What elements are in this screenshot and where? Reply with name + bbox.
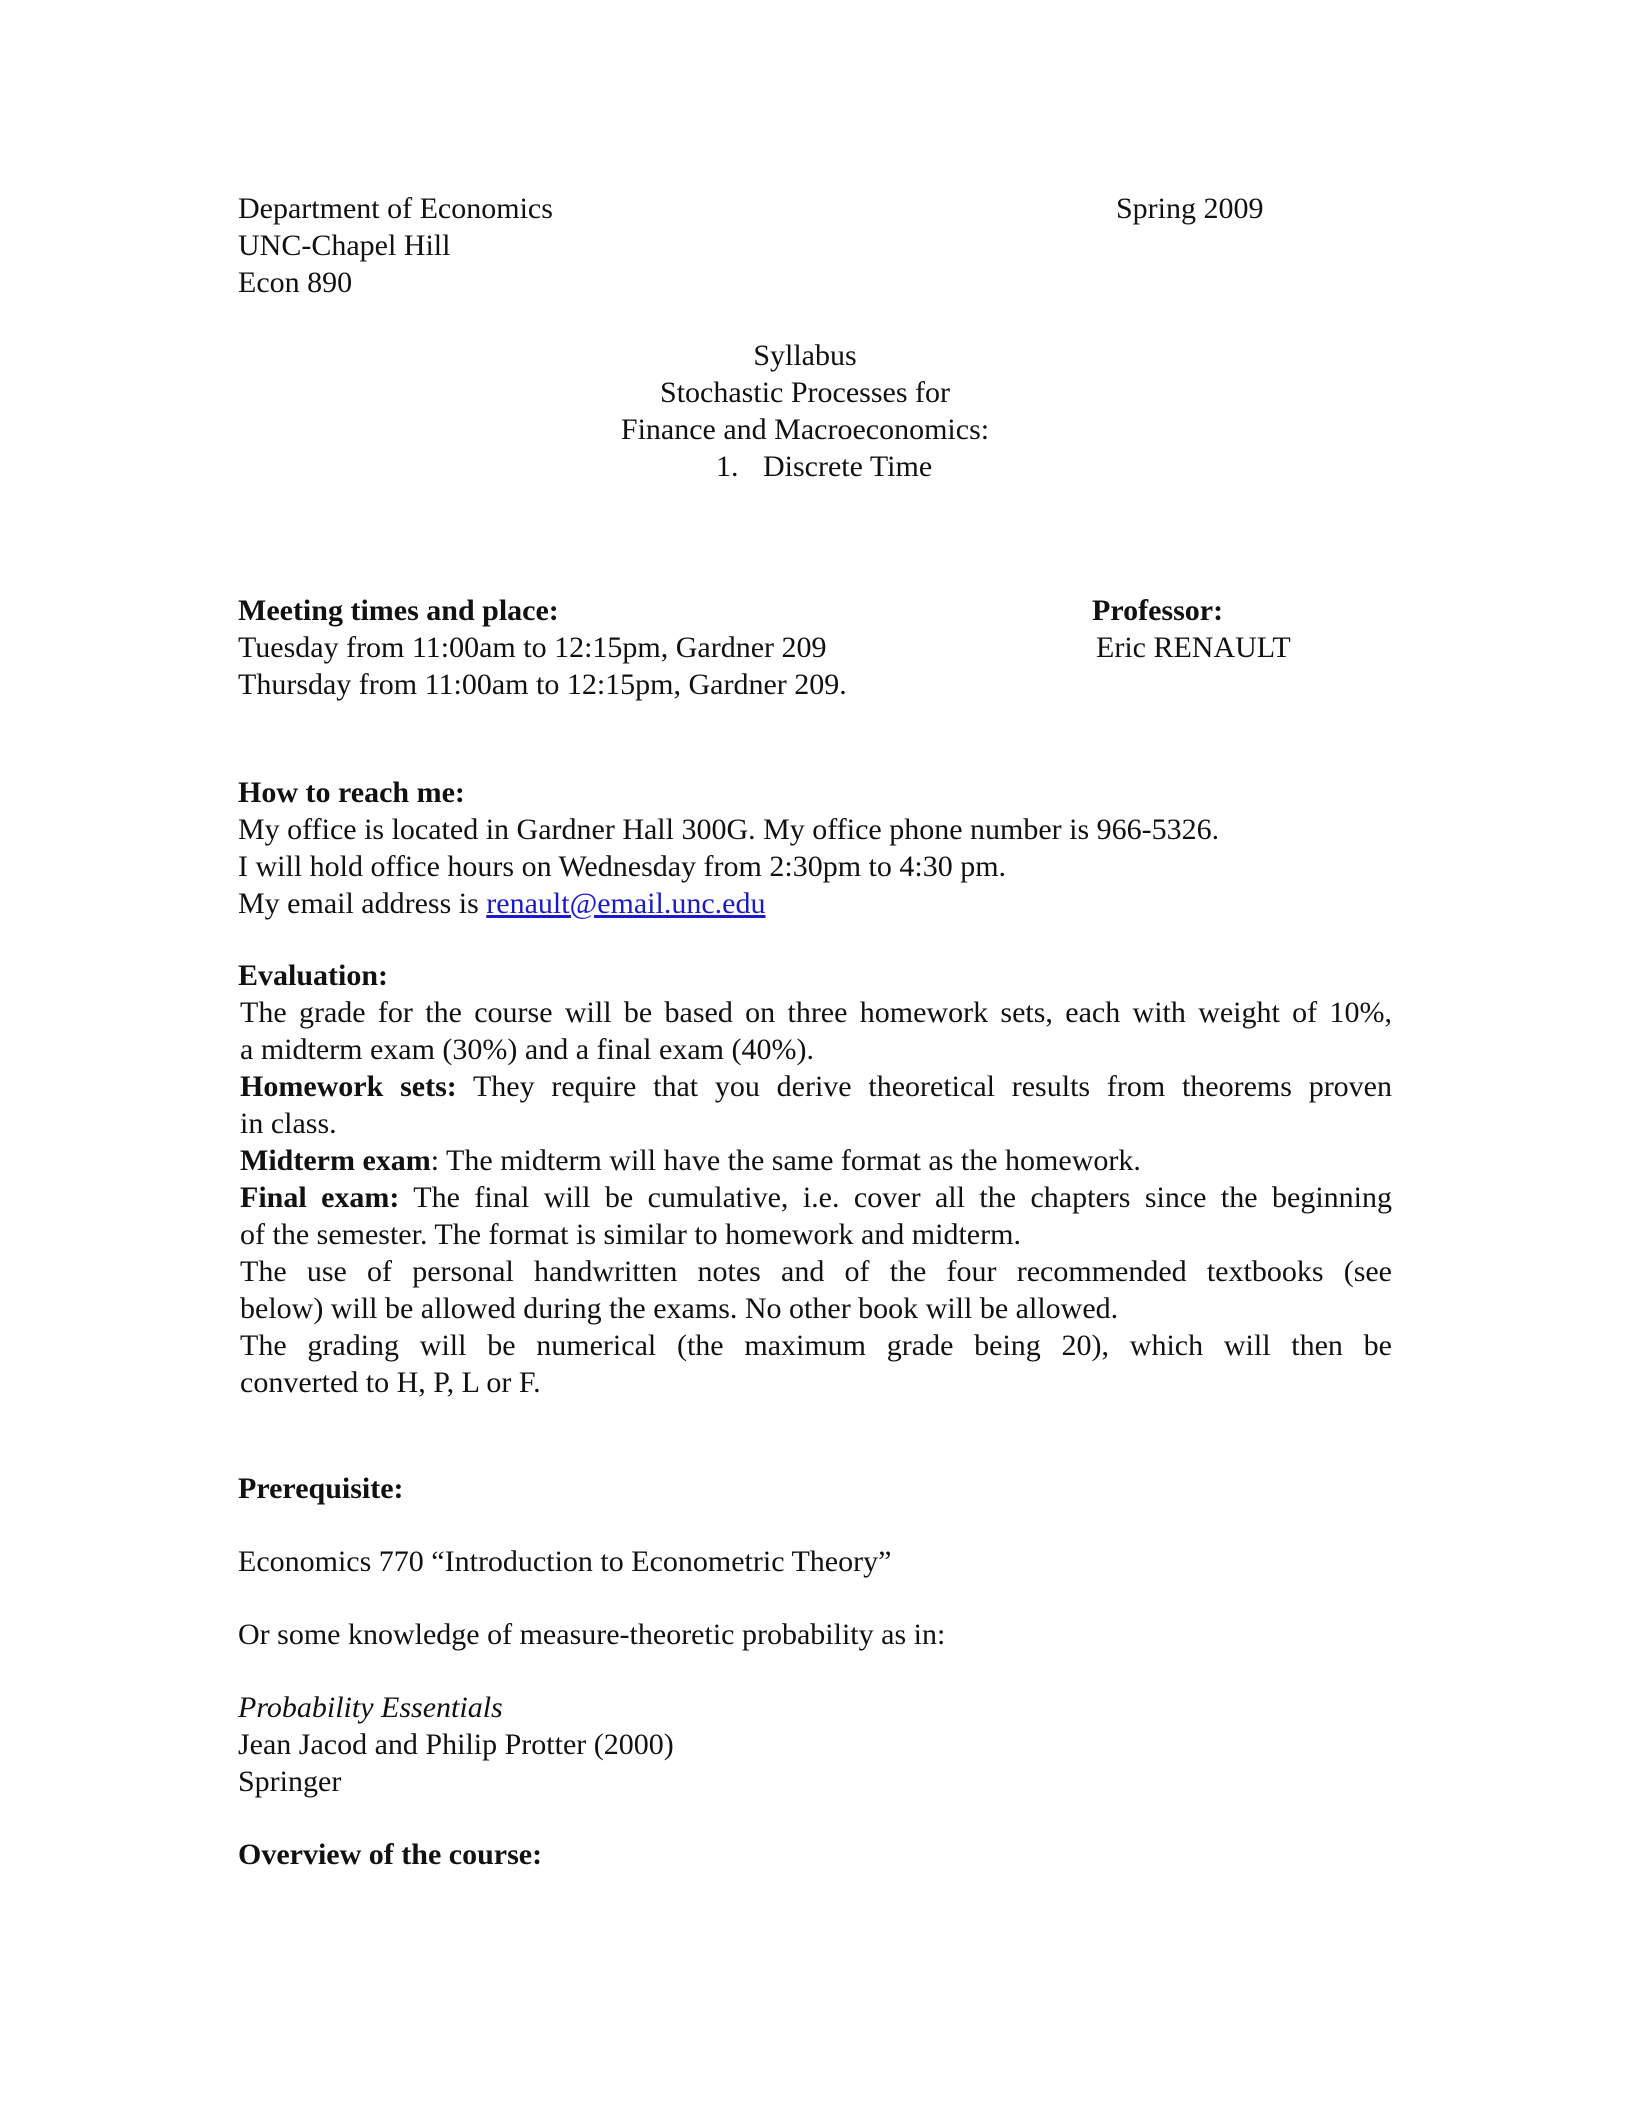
prerequisite-alternative: Or some knowledge of measure-theoretic probability as in:: [238, 1618, 946, 1651]
department-name: Department of Economics: [238, 192, 553, 225]
grade-line-1: The grade for the course will be based on three homework sets, each with weight of 10%,: [240, 996, 1392, 1029]
prerequisite-course: Economics 770 “Introduction to Econometric Theory”: [238, 1545, 892, 1578]
notes-line-1: The use of personal handwritten notes and of the four recommended textbooks (see: [240, 1255, 1392, 1288]
overview-heading: Overview of the course:: [238, 1838, 543, 1871]
doc-subtitle-line2: Finance and Macroeconomics:: [620, 413, 990, 446]
doc-subtitle-number: 1.: [716, 450, 739, 483]
meeting-line-tuesday: Tuesday from 11:00am to 12:15pm, Gardner 209: [238, 631, 827, 664]
homework-text-1: They require that you derive theoretical results from theorems proven: [456, 1070, 1392, 1103]
grading-line-2: converted to H, P, L or F.: [240, 1366, 541, 1399]
meeting-line-thursday: Thursday from 11:00am to 12:15pm, Gardner 209.: [238, 668, 847, 701]
midterm-text: : The midterm will have the same format as the homework.: [430, 1144, 1141, 1177]
email-prefix: My email address is: [238, 887, 487, 920]
book-publisher: Springer: [238, 1765, 342, 1798]
grading-line-1: The grading will be numerical (the maximum grade being 20), which will then be: [240, 1329, 1392, 1362]
course-number: Econ 890: [238, 266, 353, 299]
grade-line-2: a midterm exam (30%) and a final exam (40%).: [240, 1033, 814, 1066]
homework-line-2: in class.: [240, 1107, 337, 1140]
final-label: Final exam:: [240, 1181, 400, 1214]
reach-heading: How to reach me:: [238, 776, 465, 809]
final-line-1: [240, 1179, 1392, 1216]
meeting-heading: Meeting times and place:: [238, 594, 559, 627]
homework-label: Homework sets:: [240, 1070, 457, 1103]
book-authors: Jean Jacod and Philip Protter (2000): [238, 1728, 674, 1761]
office-hours-line: I will hold office hours on Wednesday from 2:30pm to 4:30 pm.: [238, 850, 1007, 883]
prerequisite-heading: Prerequisite:: [238, 1472, 404, 1505]
notes-line-2: below) will be allowed during the exams. No other book will be allowed.: [240, 1292, 1119, 1325]
final-text-1: The final will be cumulative, i.e. cover all the chapters since the beginning: [399, 1181, 1392, 1214]
doc-title: Syllabus: [753, 339, 857, 372]
midterm-line: [240, 1142, 1392, 1179]
professor-name: Eric RENAULT: [1096, 631, 1291, 664]
school-name: UNC-Chapel Hill: [238, 229, 451, 262]
evaluation-heading: Evaluation:: [238, 959, 389, 992]
homework-line-1: [240, 1068, 1392, 1105]
professor-heading: Professor:: [1092, 594, 1224, 627]
final-line-2: of the semester. The format is similar to homework and midterm.: [240, 1218, 1021, 1251]
office-location-line: My office is located in Gardner Hall 300G. My office phone number is 966-5326.: [238, 813, 1220, 846]
evaluation-body: [240, 994, 1392, 1401]
doc-subtitle-line3: Discrete Time: [763, 450, 933, 483]
term-label: Spring 2009: [1116, 192, 1264, 225]
email-link[interactable]: renault@email.unc.edu: [486, 887, 766, 920]
midterm-label: Midterm exam: [240, 1144, 431, 1177]
email-line: [238, 885, 765, 922]
doc-subtitle-line1: Stochastic Processes for: [660, 376, 950, 409]
book-title: Probability Essentials: [238, 1691, 503, 1724]
